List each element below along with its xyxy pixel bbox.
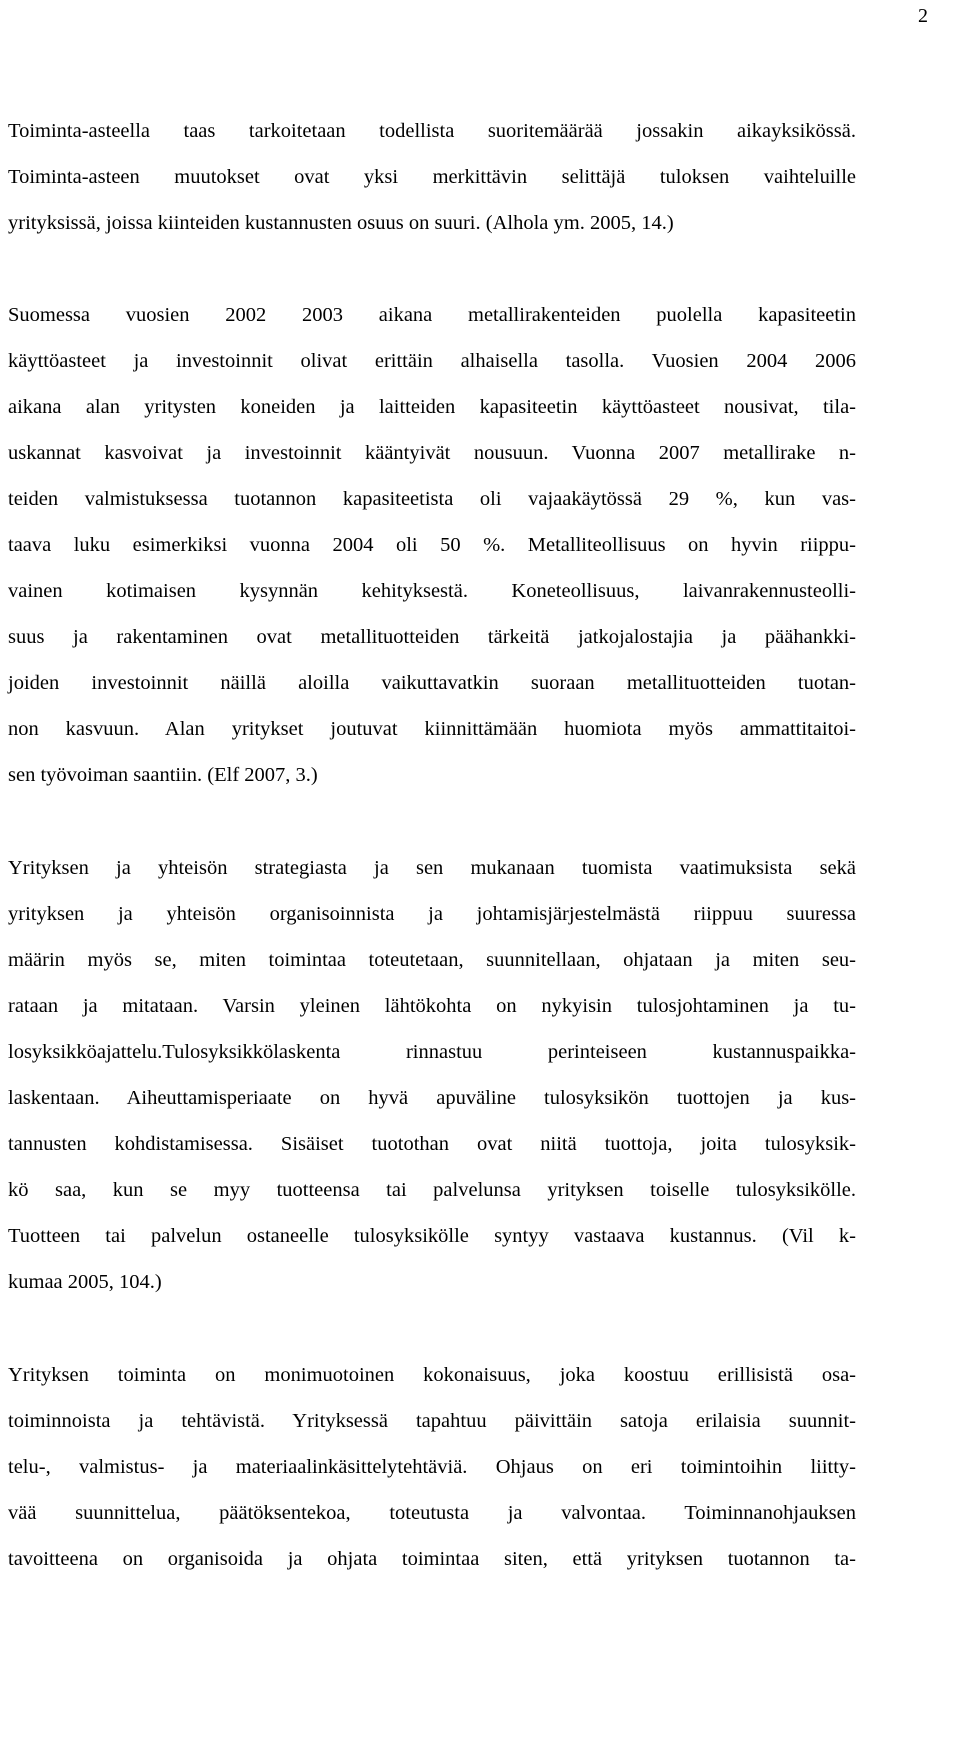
text-line: vainen kotimaisen kysynnän kehityksestä. Koneteollisuus, laivanrakennusteolli- (8, 580, 856, 602)
page-number: 2 (918, 5, 928, 27)
text-line: kö saa, kun se myy tuotteensa tai palvelunsa yrityksen toiselle tulosyksikölle. (8, 1179, 856, 1201)
text-line: vää suunnittelua, päätöksentekoa, toteutusta ja valvontaa. Toiminnanohjauksen (8, 1502, 856, 1524)
text-line: teiden valmistuksessa tuotannon kapasiteetista oli vajaakäytössä 29 %, kun vas- (8, 488, 856, 510)
text-line: Toiminta-asteen muutokset ovat yksi merkittävin selittäjä tuloksen vaihteluille (8, 166, 856, 188)
text-line: määrin myös se, miten toimintaa toteutetaan, suunnitellaan, ohjataan ja miten seu- (8, 949, 856, 971)
text-line: Tuotteen tai palvelun ostaneelle tulosyksikölle syntyy vastaava kustannus. (Vil k- (8, 1225, 856, 1247)
text-line: Toiminta-asteella taas tarkoitetaan todellista suoritemäärää jossakin aikayksikössä. (8, 120, 856, 142)
text-line: Suomessa vuosien 2002 2003 aikana metallirakenteiden puolella kapasiteetin (8, 304, 856, 326)
text-line: tavoitteena on organisoida ja ohjata toimintaa siten, että yrityksen tuotannon ta- (8, 1548, 856, 1570)
paragraph-4 (8, 1352, 856, 1582)
text-line: yrityksissä, joissa kiinteiden kustannusten osuus on suuri. (Alhola ym. 2005, 14.) (8, 212, 674, 234)
text-line: Yrityksen ja yhteisön strategiasta ja sen mukanaan tuomista vaatimuksista sekä (8, 857, 856, 879)
paragraph-3 (8, 845, 856, 1305)
text-line: laskentaan. Aiheuttamisperiaate on hyvä apuväline tulosyksikön tuottojen ja kus- (8, 1087, 856, 1109)
text-line: kumaa 2005, 104.) (8, 1271, 162, 1293)
paragraph-2 (8, 292, 856, 798)
text-line: losyksikköajattelu.Tulosyksikkölaskenta rinnastuu perinteiseen kustannuspaikka- (8, 1041, 856, 1063)
text-line: sen työvoiman saantiin. (Elf 2007, 3.) (8, 764, 318, 786)
text-line: uskannat kasvoivat ja investoinnit kääntyivät nousuun. Vuonna 2007 metallirake n- (8, 442, 856, 464)
paragraph-1 (8, 108, 856, 246)
text-line: yrityksen ja yhteisön organisoinnista ja johtamisjärjestelmästä riippuu suuressa (8, 903, 856, 925)
text-line: telu-, valmistus- ja materiaalinkäsittelytehtäviä. Ohjaus on eri toimintoihin liitty- (8, 1456, 856, 1478)
text-line: aikana alan yritysten koneiden ja laitteiden kapasiteetin käyttöasteet nousivat, tila- (8, 396, 856, 418)
text-line: käyttöasteet ja investoinnit olivat erittäin alhaisella tasolla. Vuosien 2004 2006 (8, 350, 856, 372)
text-line: non kasvuun. Alan yritykset joutuvat kiinnittämään huomiota myös ammattitaitoi- (8, 718, 856, 740)
text-line: toiminnoista ja tehtävistä. Yrityksessä tapahtuu päivittäin satoja erilaisia suunnit- (8, 1410, 856, 1432)
text-line: rataan ja mitataan. Varsin yleinen lähtökohta on nykyisin tulosjohtaminen ja tu- (8, 995, 856, 1017)
text-line: taava luku esimerkiksi vuonna 2004 oli 50 %. Metalliteollisuus on hyvin riippu- (8, 534, 856, 556)
text-line: tannusten kohdistamisessa. Sisäiset tuotothan ovat niitä tuottoja, joita tulosyksik- (8, 1133, 856, 1155)
text-line: Yrityksen toiminta on monimuotoinen kokonaisuus, joka koostuu erillisistä osa- (8, 1364, 856, 1386)
text-line: suus ja rakentaminen ovat metallituotteiden tärkeitä jatkojalostajia ja päähankki- (8, 626, 856, 648)
text-line: joiden investoinnit näillä aloilla vaikuttavatkin suoraan metallituotteiden tuotan- (8, 672, 856, 694)
